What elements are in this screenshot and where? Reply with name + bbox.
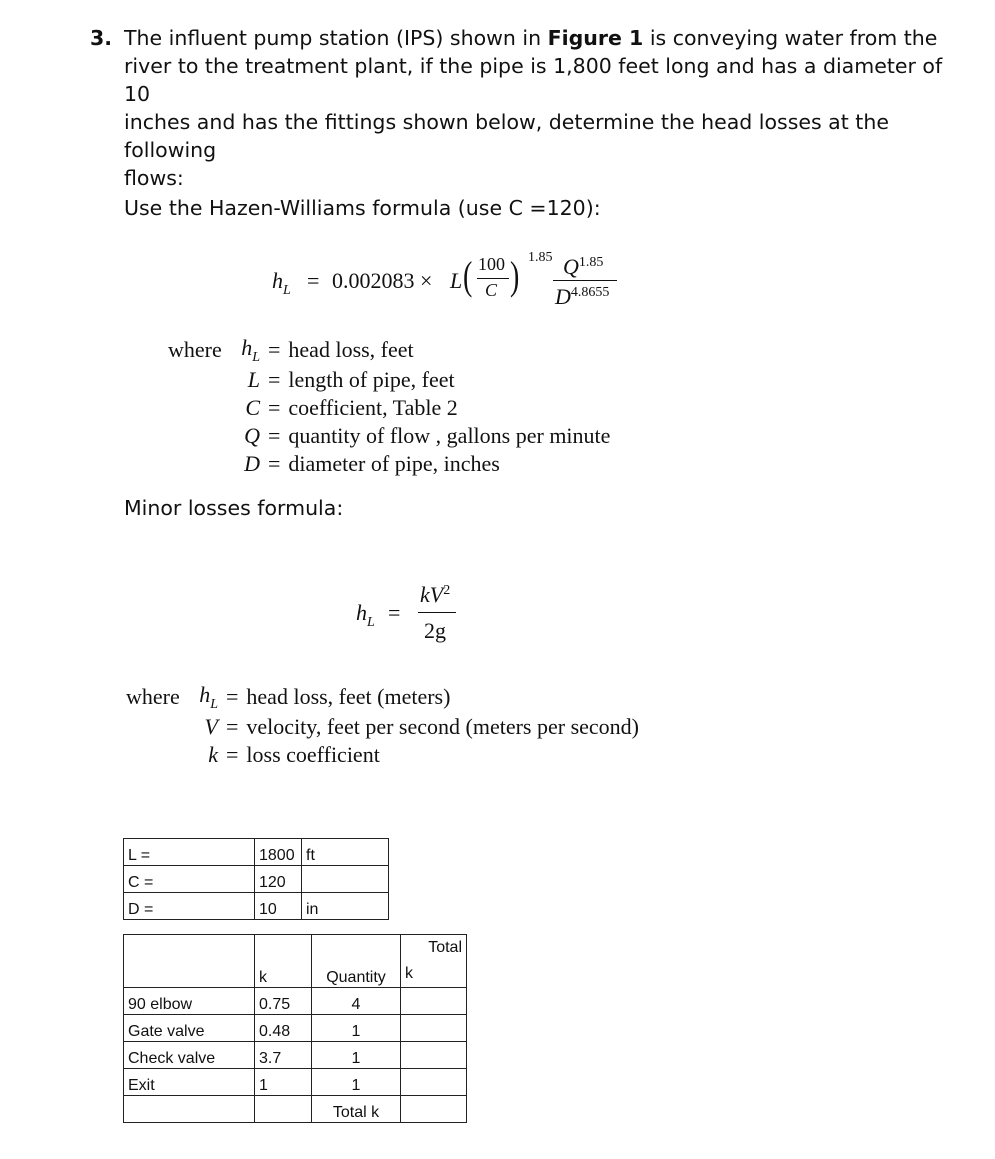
- param-label: L =: [124, 839, 255, 866]
- fraction-denominator-c: C: [485, 280, 498, 300]
- definition-text: head loss, feet (meters): [246, 684, 451, 709]
- question-line-1: The influent pump station (IPS) shown in Figure 1 is conveying water from the: [124, 26, 938, 50]
- fitting-k: 1: [255, 1069, 312, 1096]
- question-line-2: river to the treatment plant, if the pipe is 1,800 feet long and has a diameter of 10: [124, 54, 943, 106]
- param-value: 10: [255, 893, 302, 920]
- hazen-definitions: [168, 334, 610, 478]
- parameter-row-coefficient: [124, 866, 389, 893]
- right-paren: ): [509, 253, 520, 298]
- definition-row: C = coefficient, Table 2: [168, 394, 610, 422]
- fitting-total-k: [401, 1042, 467, 1069]
- fitting-name: Check valve: [124, 1042, 255, 1069]
- hazen-length-symbol: L: [450, 268, 463, 293]
- flow-symbol: Q: [563, 254, 579, 279]
- minor-numerator: $kV^2$: [420, 582, 451, 607]
- paren-exponent: 1.85: [528, 250, 553, 265]
- question-line-3: inches and has the fittings shown below, determine the head losses at the following: [124, 110, 889, 162]
- question-number: 3.: [90, 26, 113, 50]
- header-k: k: [255, 935, 312, 988]
- hazen-intro: Use the Hazen-Williams formula (use C =120):: [124, 196, 601, 220]
- definition-text: quantity of flow , gallons per minute: [288, 423, 611, 448]
- definition-row: where $h_L$ = head loss, feet: [168, 334, 610, 366]
- table-row: [124, 988, 467, 1015]
- definition-text: length of pipe, feet: [288, 367, 455, 392]
- hazen-constant: 0.002083 ×: [332, 268, 433, 293]
- fitting-name: Exit: [124, 1069, 255, 1096]
- fitting-quantity: 1: [312, 1042, 401, 1069]
- fittings-table: [123, 934, 467, 1123]
- where-label: where: [126, 684, 180, 709]
- param-value: 120: [255, 866, 302, 893]
- definition-text: loss coefficient: [246, 742, 380, 767]
- diameter-exponent: 4.8655: [570, 285, 610, 300]
- fitting-quantity: 1: [312, 1069, 401, 1096]
- figure-reference: Figure 1: [547, 26, 644, 50]
- fitting-name: Gate valve: [124, 1015, 255, 1042]
- definition-text: velocity, feet per second (meters per second): [246, 714, 639, 739]
- header-quantity: Quantity: [312, 935, 401, 988]
- parameter-row-diameter: [124, 893, 389, 920]
- minor-definitions: [126, 681, 639, 769]
- definition-row: V = velocity, feet per second (meters per second): [204, 714, 639, 739]
- param-unit: in: [302, 893, 389, 920]
- minor-intro: Minor losses formula:: [124, 496, 344, 520]
- hazen-equals: =: [307, 268, 320, 293]
- question-block: [90, 24, 970, 192]
- param-unit: [302, 866, 389, 893]
- fitting-quantity: 1: [312, 1015, 401, 1042]
- definition-row: L = length of pipe, feet: [168, 366, 610, 394]
- param-label: C =: [124, 866, 255, 893]
- definition-text: coefficient, Table 2: [288, 395, 458, 420]
- fitting-k: 0.48: [255, 1015, 312, 1042]
- total-k-label: Total k: [312, 1096, 401, 1123]
- fitting-k: 3.7: [255, 1042, 312, 1069]
- fitting-total-k: [401, 1015, 467, 1042]
- param-value: 1800: [255, 839, 302, 866]
- left-paren: (: [462, 253, 473, 298]
- hazen-lhs: $h_L$: [272, 268, 291, 298]
- table-row: [124, 1042, 467, 1069]
- definition-row: k = loss coefficient: [126, 741, 639, 769]
- definition-row: D = diameter of pipe, inches: [168, 450, 610, 478]
- parameters-table: [123, 838, 389, 920]
- fitting-total-k: [401, 988, 467, 1015]
- diameter-symbol: D: [555, 284, 571, 309]
- definition-text: diameter of pipe, inches: [288, 451, 500, 476]
- minor-fraction-bar: [418, 612, 456, 613]
- table-row: [124, 1069, 467, 1096]
- hazen-williams-formula: [250, 250, 650, 320]
- param-unit: ft: [302, 839, 389, 866]
- definition-text: head loss, feet: [288, 337, 414, 362]
- question-line-4: flows:: [124, 166, 184, 190]
- fittings-header-row: [124, 935, 467, 988]
- parameter-row-length: [124, 839, 389, 866]
- minor-denominator: 2g: [424, 618, 446, 643]
- table-row: [124, 1015, 467, 1042]
- definition-row: where $h_L$ = head loss, feet (meters): [126, 681, 639, 713]
- fitting-k: 0.75: [255, 988, 312, 1015]
- total-k-value: [401, 1096, 467, 1123]
- flow-exponent: 1.85: [578, 255, 604, 270]
- fraction-numerator-100: 100: [478, 254, 505, 274]
- where-label: where: [168, 337, 222, 362]
- fitting-quantity: 4: [312, 988, 401, 1015]
- fittings-footer-row: [124, 1096, 467, 1123]
- fraction-bar-100-c: [477, 278, 509, 279]
- fitting-name: 90 elbow: [124, 988, 255, 1015]
- fraction-bar-q-d: [553, 280, 617, 281]
- param-label: D =: [124, 893, 255, 920]
- definition-row: Q = quantity of flow , gallons per minute: [244, 423, 611, 448]
- minor-losses-formula: $h_L$ = $kV^2$ 2g: [350, 578, 490, 648]
- fitting-total-k: [401, 1069, 467, 1096]
- header-total-k: Total k: [401, 935, 467, 988]
